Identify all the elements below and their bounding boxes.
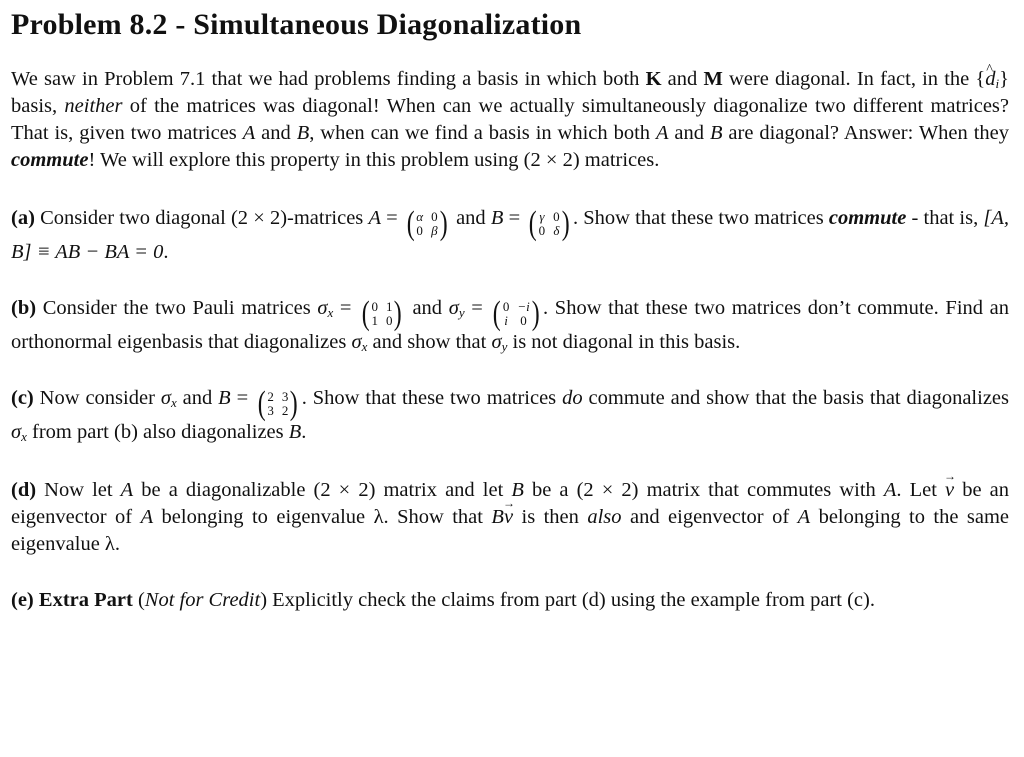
emphasis-do: do: [562, 387, 583, 409]
matrix-M: M: [703, 68, 723, 90]
paren-right: ): [439, 205, 448, 242]
subscript-y: y: [501, 339, 508, 354]
matrix-cell: 0: [553, 209, 560, 224]
equals: =: [381, 207, 403, 229]
part-a-text: and: [450, 207, 491, 229]
part-c-text: . Show that these two matrices: [301, 387, 563, 409]
sigma-y: σ: [448, 297, 459, 319]
math-A: A: [368, 207, 381, 229]
math-A: A: [655, 122, 669, 144]
part-d-text: belonging to the same eigenvalue λ.: [11, 506, 1010, 555]
intro-text: of the matrices was diagonal! When can we actually simultaneously diagonalize two different matrices? That is, given two matrices: [11, 95, 1010, 144]
part-d-text: Now let: [36, 479, 121, 501]
math-B: B: [288, 421, 302, 443]
paren-right: ): [290, 385, 299, 422]
matrix-cell: γ: [539, 209, 545, 224]
intro-text: , when can we find a basis in which both: [309, 122, 656, 144]
matrix-sigma-y: [491, 295, 541, 332]
part-c-text: .: [301, 421, 307, 443]
part-a-text: .: [163, 241, 169, 263]
equals: =: [333, 297, 359, 319]
part-a: [11, 205, 1009, 266]
matrix-sigma-x: [360, 295, 404, 332]
sigma-x: σ: [317, 297, 328, 319]
part-c-text: from part (b) also diagonalizes: [26, 421, 289, 443]
matrix-K: K: [645, 68, 662, 90]
part-e: [11, 587, 1009, 614]
paren-left: (: [529, 205, 537, 242]
intro-text: We saw in Problem 7.1 that we had problems finding a basis in which both: [11, 68, 646, 90]
math-B: B: [491, 506, 504, 528]
matrix-cell: 0: [520, 313, 527, 328]
part-d-text: be a diagonalizable (2 × 2) matrix and let: [133, 479, 512, 501]
vector-v: → v: [504, 504, 513, 531]
intro-paragraph: [11, 66, 1009, 174]
part-d-label: (d): [11, 479, 37, 501]
paren-left: (: [361, 295, 370, 332]
part-c-label: (c): [11, 387, 34, 409]
commutator-formula: [A, B] ≡ AB − BA = 0: [11, 207, 1010, 263]
intro-text: and: [255, 122, 297, 144]
matrix-cell: 3: [281, 389, 289, 404]
matrix-cell: 0: [385, 313, 393, 328]
matrix-cell: 0: [538, 223, 546, 238]
not-for-credit: Not for Credit: [144, 589, 261, 611]
math-B: B: [709, 122, 723, 144]
part-b-text: Consider the two Pauli matrices: [36, 297, 318, 319]
intro-text: } basis,: [11, 68, 1009, 117]
intro-text: ! We will explore this property in this problem using (2 × 2) matrices.: [88, 149, 660, 171]
matrix-B-diag: [527, 205, 571, 242]
basis-d-hat: ^ d: [985, 66, 995, 93]
matrix-cell: 0: [431, 209, 438, 224]
part-e-text: (: [132, 589, 145, 611]
intro-text: are diagonal? Answer: When they: [722, 122, 1009, 144]
math-A: A: [883, 479, 897, 501]
part-a-text: . Show that these two matrices: [572, 207, 829, 229]
sigma-x: σ: [160, 387, 171, 409]
matrix-cell: 2: [281, 403, 289, 418]
equals: =: [230, 387, 255, 409]
part-d-text: and eigenvector of: [621, 506, 798, 528]
subscript-x: x: [170, 395, 177, 410]
math-B: B: [490, 207, 504, 229]
paren-left: (: [493, 295, 502, 332]
matrix-cell: i: [504, 313, 508, 328]
math-B: B: [218, 387, 231, 409]
sigma-x: σ: [11, 421, 22, 443]
subscript-x: x: [361, 339, 368, 354]
part-e-label: (e): [11, 589, 34, 611]
emphasis-also: also: [587, 506, 622, 528]
matrix-cell: 3: [267, 403, 274, 418]
math-A: A: [797, 506, 811, 528]
matrix-cell: 1: [385, 299, 393, 314]
math-B: B: [296, 122, 310, 144]
part-e-text: ): [260, 589, 268, 611]
vector-v: → v: [945, 477, 954, 504]
paren-left: (: [406, 205, 415, 242]
part-e-text: Explicitly check the claims from part (d) using the example from part (c).: [267, 589, 875, 611]
equals: =: [503, 207, 526, 229]
sigma-y: σ: [491, 331, 502, 353]
part-d-text: be an eigenvector of: [11, 479, 1010, 528]
part-d-text: is then: [513, 506, 588, 528]
math-A: A: [140, 506, 154, 528]
part-a-label: (a): [11, 207, 35, 229]
equals: =: [464, 297, 490, 319]
part-c: [11, 385, 1009, 446]
extra-part-heading: Extra Part: [38, 589, 133, 611]
part-b-text: . Show that these two matrices don’t commute. Find an orthonormal eigenbasis that diagonalizes: [11, 297, 1010, 353]
subscript-x: x: [21, 429, 27, 444]
subscript-x: x: [327, 305, 334, 320]
part-b-text: is not diagonal in this basis.: [507, 331, 741, 353]
matrix-cell: β: [431, 223, 438, 238]
emphasis-neither: neither: [64, 95, 123, 117]
matrix-cell: 0: [371, 299, 378, 314]
math-B: B: [511, 479, 524, 501]
matrix-cell: α: [416, 209, 424, 224]
math-A: A: [242, 122, 256, 144]
matrix-A-diag: [405, 205, 449, 242]
part-b-label: (b): [11, 297, 37, 319]
part-d-text: be a (2 × 2) matrix that commutes with: [523, 479, 884, 501]
part-b-text: and: [405, 297, 449, 319]
intro-text: and: [661, 68, 704, 90]
matrix-cell: 2: [267, 389, 274, 404]
part-c-text: commute and show that the basis that diagonalizes: [582, 387, 1009, 409]
matrix-cell: 0: [502, 299, 510, 314]
paren-left: (: [257, 385, 266, 422]
sigma-x: σ: [351, 331, 362, 353]
part-c-text: and: [176, 387, 219, 409]
emphasis-commute: commute: [11, 149, 89, 171]
emphasis-commute: commute: [828, 207, 907, 229]
part-c-text: Now consider: [33, 387, 161, 409]
basis-index: i: [995, 76, 1000, 91]
matrix-cell: δ: [553, 223, 560, 238]
part-a-text: Consider two diagonal (2 × 2)-matrices: [34, 207, 369, 229]
problem-page: [11, 8, 1009, 614]
subscript-y: y: [458, 305, 465, 320]
part-b-text: and show that: [367, 331, 492, 353]
page-title: Problem 8.2 - Simultaneous Diagonalization: [11, 8, 582, 41]
paren-right: ): [561, 205, 570, 242]
part-b: [11, 295, 1009, 356]
part-d-text: . Let: [896, 479, 946, 501]
part-d: [11, 477, 1009, 558]
paren-right: ): [531, 295, 540, 332]
intro-text: and: [668, 122, 710, 144]
matrix-cell: −i: [517, 299, 530, 314]
matrix-cell: 0: [416, 223, 423, 238]
intro-text: were diagonal. In fact, in the {: [722, 68, 986, 90]
paren-right: ): [394, 295, 403, 332]
math-A: A: [120, 479, 134, 501]
part-d-text: belonging to eigenvalue λ. Show that: [153, 506, 492, 528]
matrix-B-c: [256, 385, 300, 422]
part-a-text: - that is,: [906, 207, 984, 229]
matrix-cell: 1: [371, 313, 378, 328]
